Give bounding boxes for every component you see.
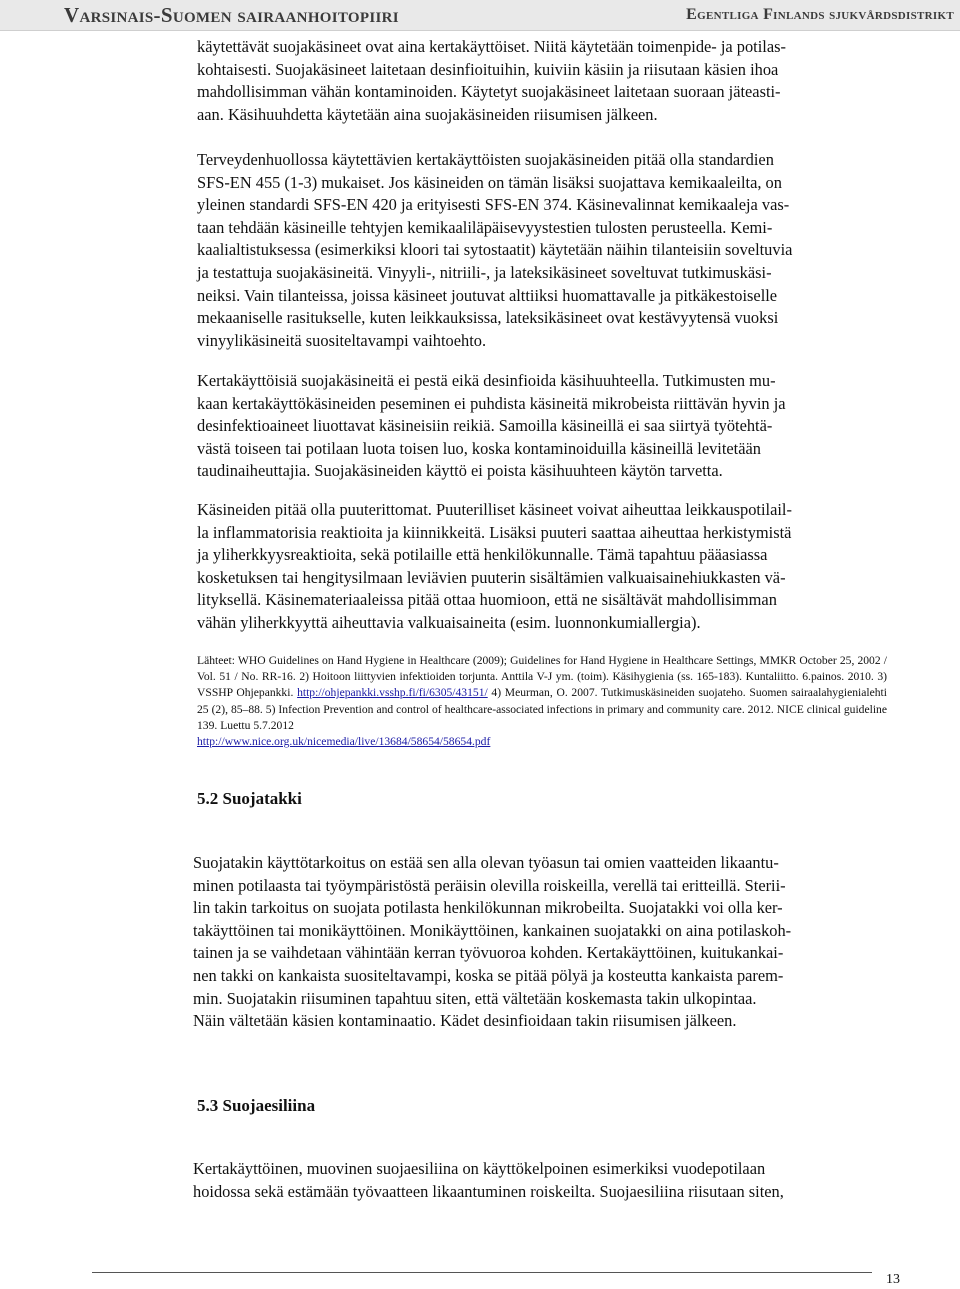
paragraph-gloves-standards: Terveydenhuollossa käytettävien kertakäyttöisten suojakäsineiden pitää olla standardien SFS-EN 455 (1-3) mukaiset. Jos käsineiden on tämän lisäksi suojattava kemikaaleilta, on yleinen standardi SFS-EN 420 ja erityisesti SFS-EN 374. Käsinevalinnat kemikaaleja vas- taan tehdään käsineille tehtyjen kemikaaliläpäisevyystestien tulosten perusteella. Kemi- kaalialtistuksessa (esimerkiksi kloori tai sytostaatit) käytetään näihin tilanteisiin soveltuvia ja testattuja suojakäsineitä. Vinyyli-, nitriili-, ja lateksikäsineet soveltuvat tutkimuskäsi- neiksi. Vain tilanteissa, joissa käsineet joutuvat alttiiksi huomattavalle ja pitkäkestoiselle mekaaniselle rasitukselle, kuten leikkauksissa, lateksikäsineet ovat kestävyytensä vuoksi vinyylikäsineitä suositeltavampi vaihtoehto. (197, 150, 793, 350)
page-number: 13 (886, 1272, 900, 1287)
references (197, 653, 887, 750)
references-text-1: Lähteet: WHO Guidelines on Hand Hygiene in Healthcare (2009); Guidelines for Hand Hygiene in Healthcare Settings, MMKR October 25, 2002 / Vol. 51 / No. RR-16. 2) Hoitoon liittyvien infektioiden torjunta. Anttila V-J ym. (toim). Käsihygienia (ss. 165-183). Kuntaliitto. 6.painos. 2010. 3) VSSHP Ohjepankki. (197, 654, 887, 700)
heading-suojatakki: 5.2 Suojatakki (197, 789, 302, 808)
paragraph-gloves-disinfection: Kertakäyttöisiä suojakäsineitä ei pestä eikä desinfioida käsihuuhteella. Tutkimusten mu- kaan kertakäyttökäsineiden peseminen ei puhdista käsineitä mikrobeista riittävän hyvin ja desinfektioaineet liuottavat käsineisiin reikiä. Samoilla käsineillä ei saa siirtyä työtehtä- västä toiseen tai potilaan luota toisen luo, koska kontaminoiduilla käsineillä levitetään taudinaiheuttajia. Suojakäsineiden käyttö ei poista käsihuuhteen käytön tarvetta. (197, 371, 786, 481)
header-organization-fi: Varsinais-Suomen sairaanhoitopiiri (64, 3, 399, 27)
heading-suojaesiliina: 5.3 Suojaesiliina (197, 1096, 316, 1115)
references-text-2: 4) Meurman, O. 2007. Tutkimuskäsineiden suojateho. Suomen sairaalahygienialehti 25 (2), 85–88. 5) Infection Prevention and control of healthcare-associated infections in primary and community care. 2012. NICE clinical guideline 139. Luettu 5.7.2012 (197, 686, 887, 732)
paragraph-suojatakki: Suojatakin käyttötarkoitus on estää sen alla olevan työasun tai omien vaatteiden likaantu- minen potilaasta tai työympäristöstä peräisin olevilla roiskeilla, verellä tai eritteillä. Sterii- lin takin tarkoitus on suojata potilasta henkilökunnan mikrobeilta. Suojatakki voi olla ker- takäyttöinen tai monikäyttöinen. Monikäyttöinen, kankainen suojatakki on aina potilaskoh- tainen ja se vaihdetaan vähintään kerran työvuoroa kohden. Kertakäyttöinen, kuitukankai- nen takki on kankaista suositeltavampi, koska se pitää pölyä ja kosteutta kankaista parem- min. Suojatakin riisuminen tapahtuu siten, että vältetään koskemasta takin ulkopintaa. Näin vältetään käsien kontaminaatio. Kädet desinfioidaan takin riisumisen jälkeen. (193, 853, 792, 1031)
paragraph-gloves-usage: käytettävät suojakäsineet ovat aina kertakäyttöiset. Niitä käytetään toimenpide- ja potilas- kohtaisesti. Suojakäsineet laitetaan desinfioituihin, kuiviin käsiin ja riisutaan käsien ihoa mahdollisimman vähän kontaminoiden. Käytetyt suojakäsineet laitetaan suoraan jäteasti- aan. Käsihuuhdetta käytetään aina suojakäsineiden riisumisen jälkeen. (197, 37, 786, 124)
reference-link-nice[interactable]: http://www.nice.org.uk/nicemedia/live/13684/58654/58654.pdf (197, 735, 491, 749)
page-header (0, 0, 960, 31)
header-organization-sv: Egentliga Finlands sjukvårdsdistrikt (686, 6, 954, 23)
footer-divider (92, 1272, 872, 1273)
paragraph-gloves-powder: Käsineiden pitää olla puuterittomat. Puuterilliset käsineet voivat aiheuttaa leikkauspotilail- la inflammatorisia reaktioita ja kiinnikkeitä. Lisäksi puuteri saattaa aiheuttaa herkistymistä ja yliherkkyysreaktioita, sekä potilaille että henkilökunnalle. Tämä tapahtuu pääasiassa kosketuksen tai hengitysilmaan leviävien puuterin sisältämien valkuaisainehiukkasten vä- lityksellä. Käsinemateriaaleissa pitää ottaa huomioon, että ne sisältävät mahdollisimman vähän yliherkkyyttä aiheuttavia valkuaisaineita (esim. luonnonkumiallergia). (197, 500, 792, 632)
reference-link-ohjepankki[interactable]: http://ohjepankki.vsshp.fi/fi/6305/43151/ (297, 686, 488, 700)
paragraph-suojaesiliina: Kertakäyttöinen, muovinen suojaesiliina on käyttökelpoinen esimerkiksi vuodepotilaan hoidossa sekä estämään työvaatteen likaantuminen roiskeilta. Suojaesiliina riisutaan siten, (193, 1159, 784, 1201)
